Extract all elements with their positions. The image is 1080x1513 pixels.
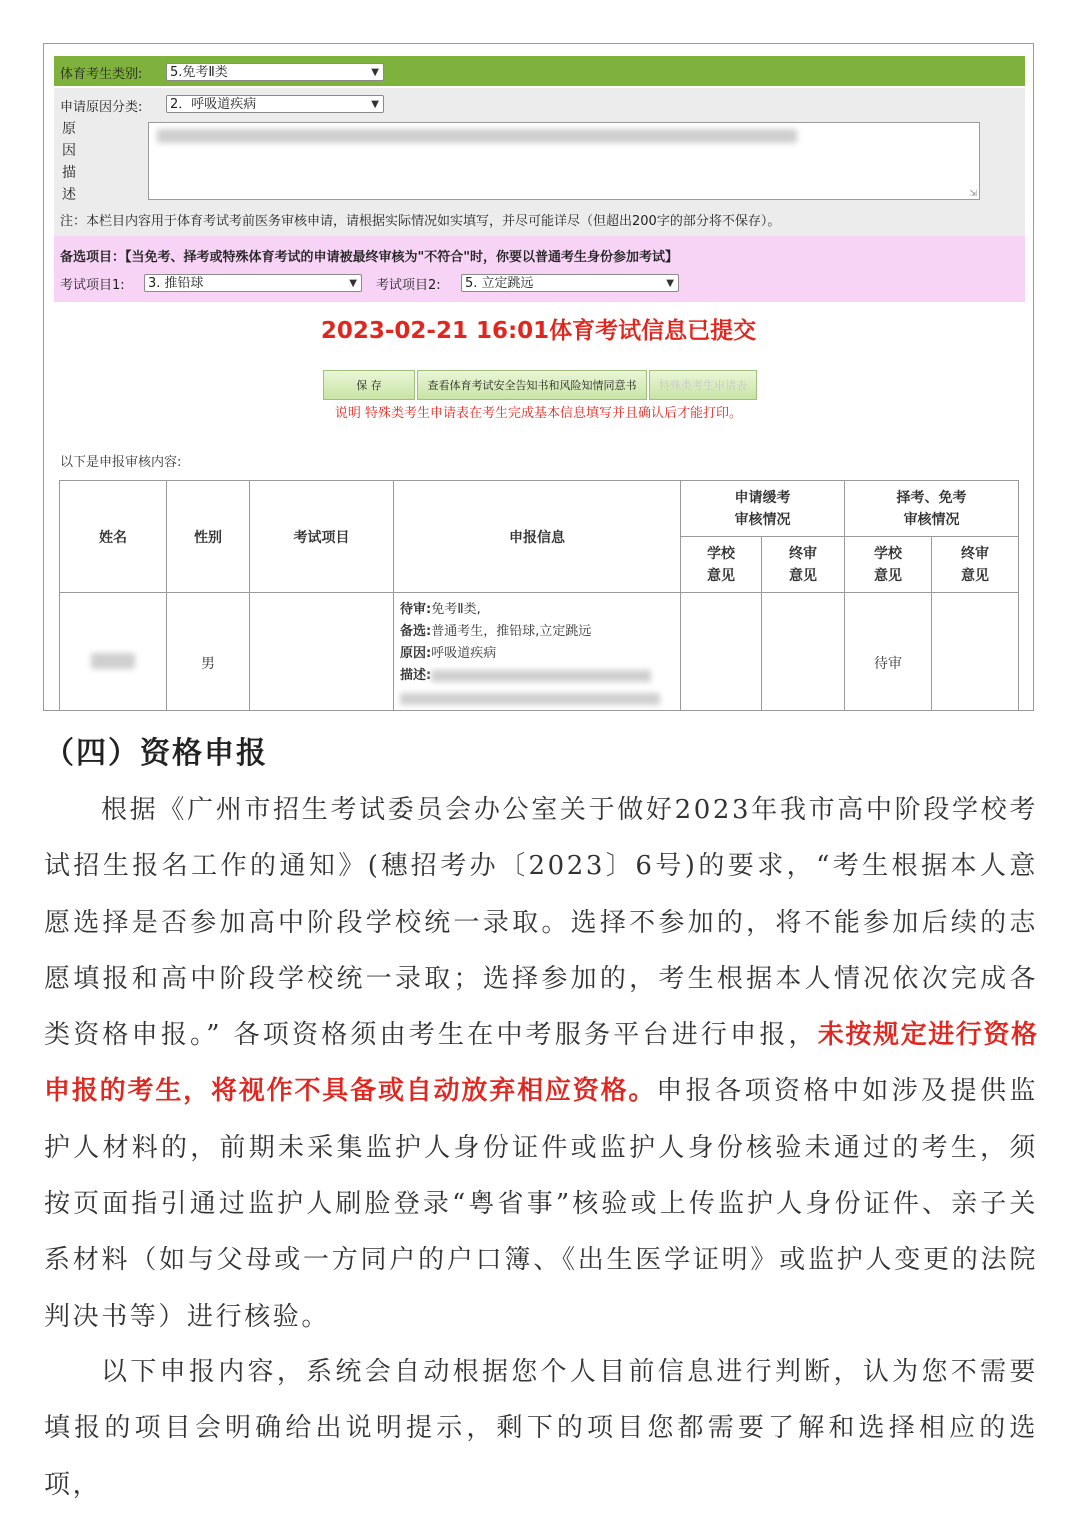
header-line: 学校 <box>874 545 902 562</box>
paragraph-1-part-a: 根据《广州市招生考试委员会办公室关于做好2023年我市高中阶段学校考试招生报名工作的通知》(穗招考办〔2023〕6号)的要求，“考生根据本人意愿选择是否参加高中阶段学校统一录取。选择不参加的，将不能参加后续的志愿填报和高中阶段学校统一录取；选择参加的，考生根据本人情况依次完成各类资格申报。” 各项资格须由考生在中考服务平台进行申报， <box>44 795 1038 1051</box>
chevron-down-icon: ▼ <box>349 278 357 289</box>
header-defer-school <box>681 537 762 593</box>
header-defer-final <box>762 537 845 593</box>
header-gender: 性别 <box>167 481 250 593</box>
paragraph-1-part-b: 申报各项资格中如涉及提供监护人材料的，前期未采集监护人身份证件或监护人身份核验未通过的考生，须按页面指引通过监护人刷脸登录“粤省事”核验或上传监护人身份证件、亲子关系材料（如与父母或一方同户的户口簿、《出生医学证明》或监护人变更的法院判决书等）进行核验。 <box>44 1076 1038 1332</box>
reason-select[interactable] <box>166 95 384 113</box>
chevron-down-icon: ▼ <box>371 67 379 78</box>
chevron-down-icon: ▼ <box>371 99 379 110</box>
reason-select-value: 2．呼吸道疾病 <box>170 97 257 112</box>
header-declare-info: 申报信息 <box>394 481 681 593</box>
header-defer-review <box>681 481 845 537</box>
chevron-down-icon: ▼ <box>666 278 674 289</box>
exam1-label: 考试项目1: <box>60 278 125 293</box>
cell-defer-final <box>762 593 845 712</box>
cell-name <box>60 593 167 712</box>
category-select[interactable] <box>166 63 384 81</box>
header-line: 意见 <box>789 567 817 584</box>
paragraph-1 <box>44 782 1038 1345</box>
header-select-school <box>845 537 932 593</box>
save-button[interactable]: 保 存 <box>323 370 415 400</box>
review-label: 以下是申报审核内容: <box>60 455 182 470</box>
category-row <box>54 56 1025 86</box>
exam1-select-value: 3. 推铅球 <box>148 276 204 291</box>
header-line: 终审 <box>961 545 989 562</box>
print-note: 说明 特殊类考生申请表在考生完成基本信息填写并且确认后才能打印。 <box>334 406 743 421</box>
print-special-button: 特殊类考生申请表 <box>649 370 757 400</box>
header-line: 意见 <box>707 567 735 584</box>
cell-gender: 男 <box>167 593 250 712</box>
header-line: 意见 <box>874 567 902 584</box>
blurred-name <box>91 653 135 669</box>
resize-handle-icon[interactable]: ⇲ <box>969 189 977 199</box>
reason-section <box>54 88 1025 236</box>
review-table <box>59 480 1019 711</box>
section-heading: （四）资格申报 <box>44 736 268 771</box>
info-description: 描述: <box>400 665 674 687</box>
category-select-value: 5.免考Ⅱ类 <box>170 65 228 80</box>
description-label-char: 述 <box>62 187 76 203</box>
cell-exam-items <box>250 593 394 712</box>
description-textarea[interactable] <box>148 122 980 200</box>
header-name: 姓名 <box>60 481 167 593</box>
header-defer-review-line: 审核情况 <box>734 511 791 528</box>
exam2-label: 考试项目2: <box>376 278 441 293</box>
info-pending: 待审:免考Ⅱ类, <box>400 602 481 617</box>
description-label <box>62 118 80 206</box>
info-alternative: 备选:普通考生，推铅球,立定跳远 <box>400 624 592 639</box>
description-label-char: 因 <box>62 143 76 159</box>
form-note: 注：本栏目内容用于体育考试考前医务审核申请，请根据实际情况如实填写，并尽可能详尽（但超出200字的部分将不保存）。 <box>60 214 781 229</box>
blurred-text <box>431 670 651 682</box>
screenshot-frame <box>43 43 1034 711</box>
exam2-select[interactable] <box>461 274 679 292</box>
blurred-text <box>157 129 797 143</box>
cell-defer-school <box>681 593 762 712</box>
table-row <box>60 593 1019 712</box>
cell-declare-info <box>394 593 681 712</box>
header-select-review <box>845 481 1019 537</box>
header-exam-items: 考试项目 <box>250 481 394 593</box>
paragraph-2: 以下申报内容，系统会自动根据您个人目前信息进行判断，认为您不需要填报的项目会明确给出说明提示，剩下的项目您都需要了解和选择相应的选项， <box>44 1357 1038 1500</box>
alternative-title: 备选项目：【当免考、择考或特殊体育考试的申请被最终审核为"不符合"时，你要以普通考生身份参加考试】 <box>60 250 679 265</box>
exam2-select-value: 5. 立定跳远 <box>465 276 534 291</box>
category-label: 体育考生类别: <box>60 67 143 82</box>
cell-select-final <box>932 593 1019 712</box>
description-label-char: 原 <box>62 121 76 137</box>
paragraph-1-emphasis: 未按规定进行资格申报的考生，将视作不具备或自动放弃相应资格。 <box>44 1020 1038 1107</box>
header-select-final <box>932 537 1019 593</box>
header-select-review-line: 审核情况 <box>903 511 960 528</box>
submitted-message: 2023-02-21 16:01体育考试信息已提交 <box>320 318 757 344</box>
header-line: 终审 <box>789 545 817 562</box>
header-line: 学校 <box>707 545 735 562</box>
header-line: 意见 <box>961 567 989 584</box>
info-reason: 原因:呼吸道疾病 <box>400 646 497 661</box>
header-defer-review-line: 申请缓考 <box>734 489 791 506</box>
cell-select-school: 待审 <box>845 593 932 712</box>
header-select-review-line: 择考、免考 <box>896 489 967 506</box>
blurred-text <box>400 693 660 705</box>
alternative-section <box>54 236 1025 302</box>
view-notice-button[interactable]: 查看体育考试安全告知书和风险知情同意书 <box>417 370 647 400</box>
reason-label: 申请原因分类: <box>60 100 143 115</box>
exam1-select[interactable] <box>144 274 362 292</box>
description-label-char: 描 <box>62 165 76 181</box>
